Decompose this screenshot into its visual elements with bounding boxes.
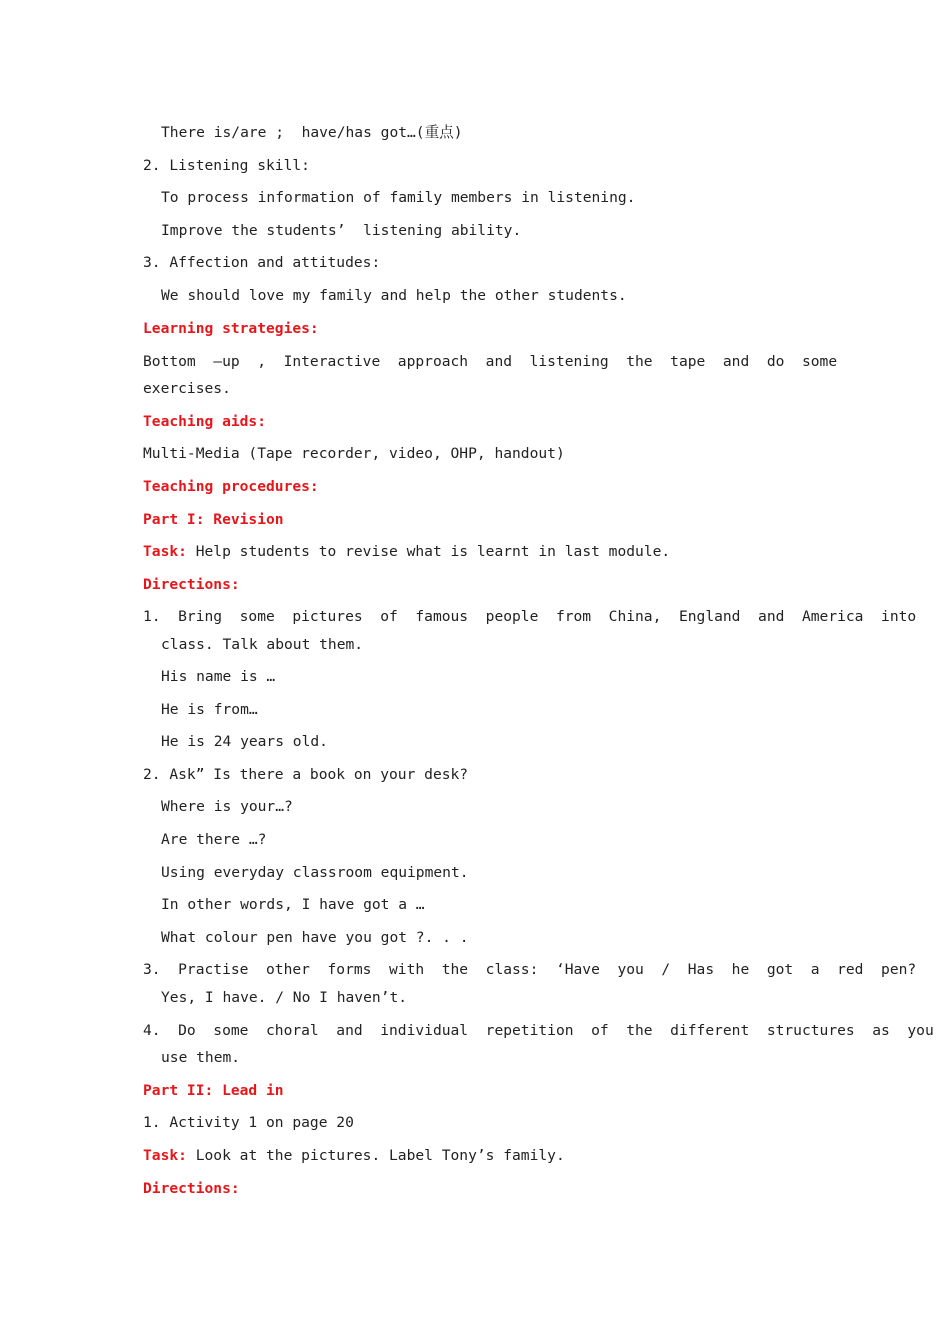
direction-item-cont: class. Talk about them. <box>161 636 364 653</box>
task-text: Look at the pictures. Label Tony’s family. <box>186 1147 565 1164</box>
example-line: He is 24 years old. <box>161 733 328 750</box>
part-one-heading: Part I: Revision <box>143 511 284 528</box>
task-label: Task: <box>143 1147 187 1164</box>
example-line: Are there …? <box>161 831 267 848</box>
directions-heading: Directions: <box>143 1180 240 1197</box>
text-line: Improve the students’ listening ability. <box>161 222 522 239</box>
text-line: We should love my family and help the other students. <box>161 287 627 304</box>
example-line: In other words, I have got a … <box>161 896 425 913</box>
directions-heading: Directions: <box>143 576 240 593</box>
section-heading-procedures: Teaching procedures: <box>143 478 319 495</box>
numbered-heading: 3. Affection and attitudes: <box>143 254 381 271</box>
direction-item: 3. Practise other forms with the class: ‘Have you / Has he got a red pen? <box>143 961 917 978</box>
aids-text: Multi-Media (Tape recorder, video, OHP, handout) <box>143 445 565 462</box>
task-label: Task: <box>143 543 187 560</box>
example-line: Using everyday classroom equipment. <box>161 864 469 881</box>
numbered-heading: 2. Listening skill: <box>143 157 310 174</box>
direction-item: 1. Bring some pictures of famous people from China, England and America into <box>143 608 917 625</box>
part-two-heading: Part II: Lead in <box>143 1082 284 1099</box>
direction-item-cont: Yes, I have. / No I haven’t. <box>161 989 408 1006</box>
task-line-1 <box>143 543 670 561</box>
strategies-line-1: Bottom –up , Interactive approach and listening the tape and do some <box>143 353 838 370</box>
direction-item-cont: use them. <box>161 1049 241 1066</box>
example-line: Where is your…? <box>161 798 293 815</box>
text-line: There is/are ; have/has got…(重点) <box>161 124 463 141</box>
task-text: Help students to revise what is learnt in last module. <box>186 543 671 560</box>
example-line: He is from… <box>161 701 258 718</box>
section-heading-aids: Teaching aids: <box>143 413 267 430</box>
activity-line: 1. Activity 1 on page 20 <box>143 1114 354 1131</box>
task-line-2 <box>143 1147 565 1165</box>
direction-item: 4. Do some choral and individual repetition of the different structures as you <box>143 1022 934 1039</box>
text-line: To process information of family members in listening. <box>161 189 636 206</box>
direction-item: 2. Ask” Is there a book on your desk? <box>143 766 469 783</box>
section-heading-strategies: Learning strategies: <box>143 320 319 337</box>
strategies-line-2: exercises. <box>143 380 231 397</box>
example-line: What colour pen have you got ?. . . <box>161 929 469 946</box>
example-line: His name is … <box>161 668 276 685</box>
